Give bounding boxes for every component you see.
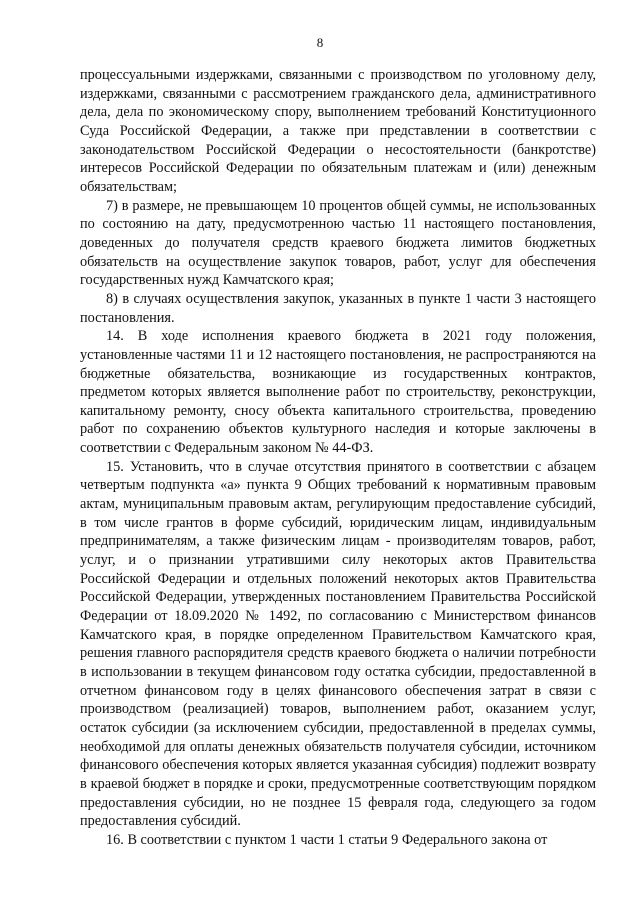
paragraph-clause-16: 16. В соответствии с пунктом 1 части 1 статьи 9 Федерального закона от (106, 831, 548, 848)
document-body (80, 66, 596, 850)
paragraph-item-7: 7) в размере, не превышающем 10 процентов общей суммы, не использованных по состоянию на дату, предусмотренною частью 11 настоящего постановления, доведенных до получателя средств краевого бюджета лимитов бюджетных обязательств на осуществление закупок товаров, работ, услуг для обеспечения государственных нужд Камчатского края; (80, 197, 596, 289)
paragraph-clause-14: 14. В ходе исполнения краевого бюджета в 2021 году положения, установленные частями 11 и 12 настоящего постановления, не распространяются на бюджетные обязательства, возникающие из государственных контрактов, предметом которых является выполнение работ по строительству, реконструкции, капитальному ремонту, сносу объекта капитального строительства, проведению работ по сохранению объектов культурного наследия и которые заключены в соответствии с Федеральным законом № 44-ФЗ. (80, 328, 596, 457)
paragraph-item-8: 8) в случаях осуществления закупок, указанных в пункте 1 части 3 настоящего постановления. (80, 290, 596, 326)
paragraph-continuation: процессуальными издержками, связанными с производством по уголовному делу, издержками, связанными с рассмотрением гражданского дела, административного дела, дела по экономическому спору, выполнением требований Конституционного Суда Российской Федерации, а также при представлении в соответствии с законодательством Российской Федерации о несостоятельности (банкротстве) интересов Российской Федерации по обязательным платежам и (или) денежным обязательствам; (80, 67, 596, 195)
paragraph-clause-15: 15. Установить, что в случае отсутствия принятого в соответствии с абзацем четвертым подпункта «а» пункта 9 Общих требований к нормативным правовым актам, муниципальным правовым актам, регулирующим предоставление субсидий, в том числе грантов в форме субсидий, юридическим лицам, индивидуальным предпринимателям, а также физическим лицам - производителям товаров, работ, услуг, и о признании утратившими силу некоторых актов Правительства Российской Федерации и отдельных положений некоторых актов Правительства Российской Федерации, утвержденных постановлением Правительства Российской Федерации от 18.09.2020 № 1492, по согласованию с Министерством финансов Камчатского края, в порядке определенном Правительством Камчатского края, решения главного распорядителя средств краевого бюджета о наличии потребности в использовании в текущем финансовом году остатка субсидии, предоставленной в отчетном финансовом году в целях финансового обеспечения затрат в связи с производством (реализацией) товаров, выполнением работ, оказанием услуг, остаток субсидии (за исключением субсидии, предоставленной в пределах суммы, необходимой для оплаты денежных обязательств получателя субсидии, источником финансового обеспечения которых является указанная субсидия) подлежит возврату в краевой бюджет в порядке и сроки, предусмотренные соответствующим порядком предоставления субсидии, но не позднее 15 февраля года, следующего за годом предоставления субсидий. (80, 458, 596, 830)
page-number: 8 (316, 35, 324, 50)
